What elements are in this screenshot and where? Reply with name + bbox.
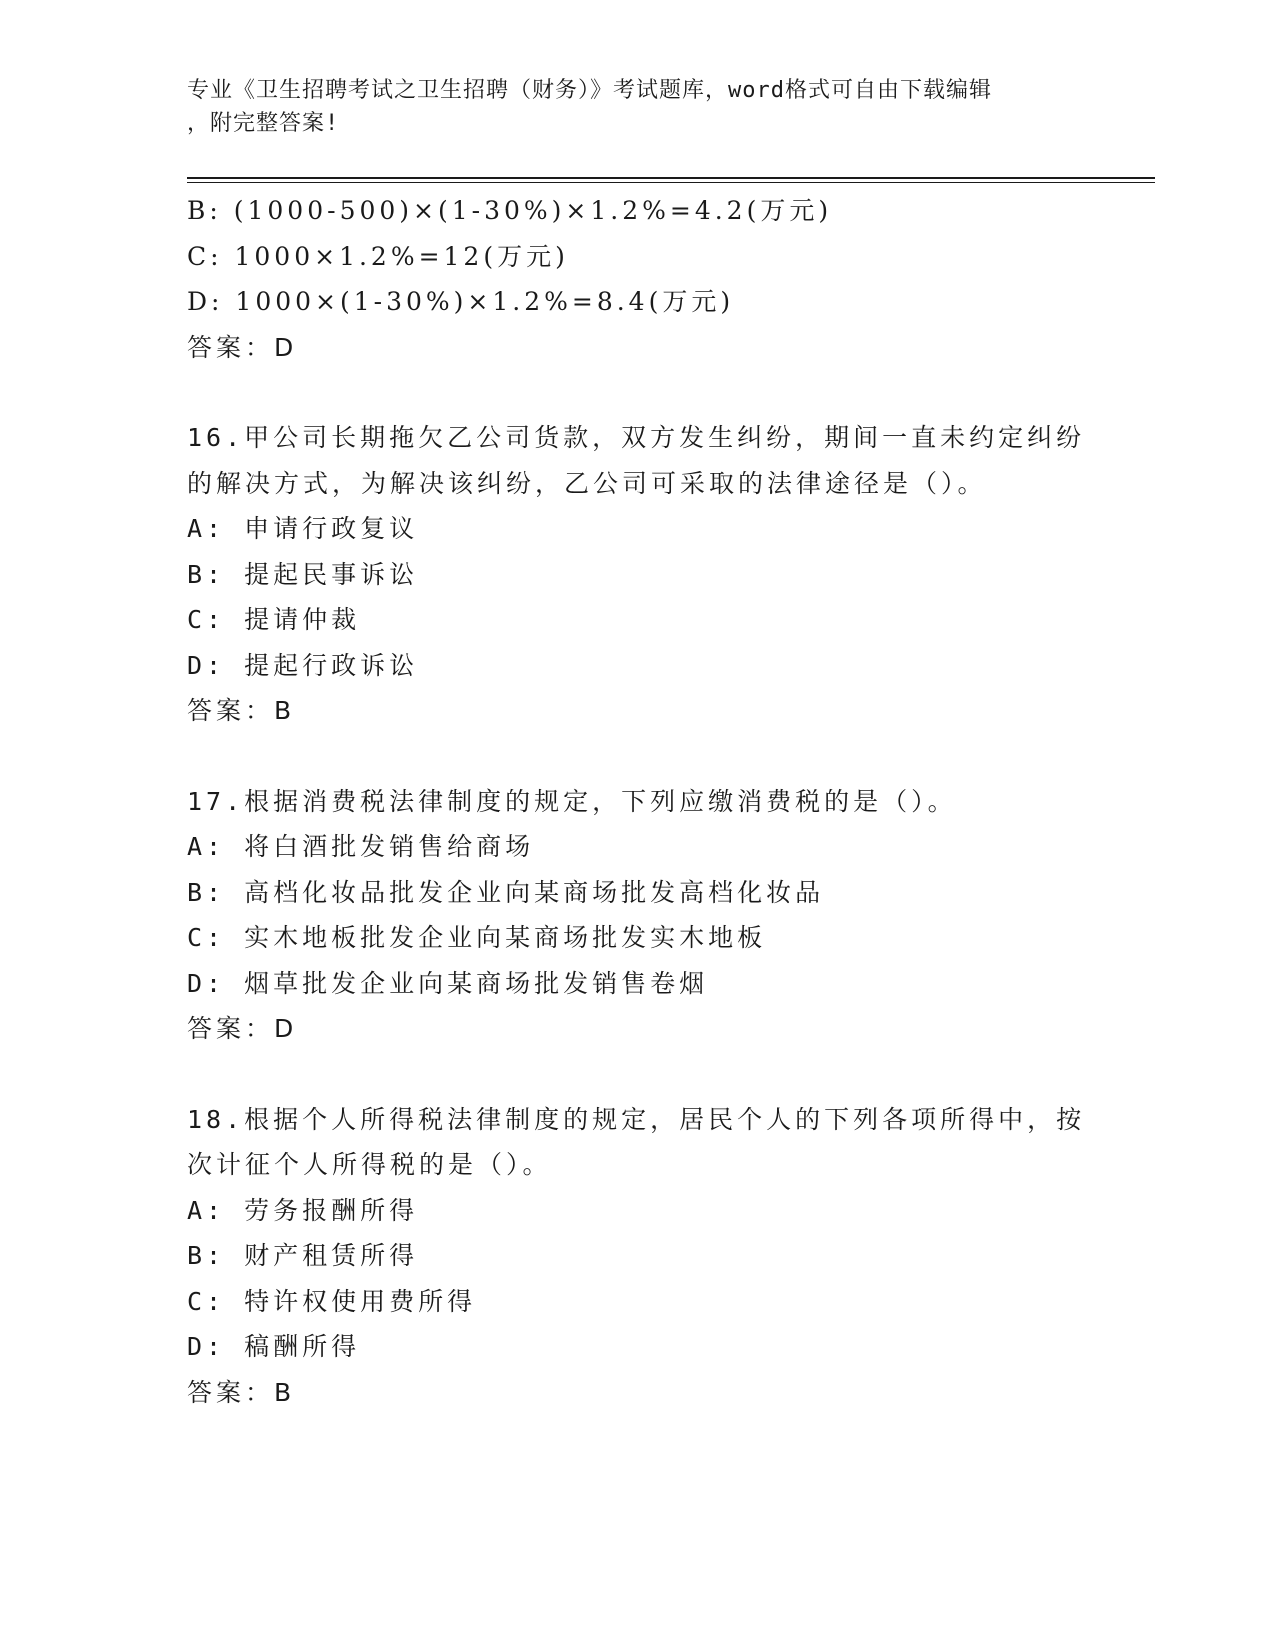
option-b: B: 高档化妆品批发企业向某商场批发高档化妆品 — [187, 877, 825, 907]
spacer — [187, 370, 1087, 415]
option-b: B: 提起民事诉讼 — [187, 559, 419, 589]
option-b: B: 财产租赁所得 — [187, 1241, 419, 1270]
header-line-1: 专业《卫生招聘考试之卫生招聘（财务）》考试题库，word格式可自由下载编辑 — [187, 78, 992, 103]
question-18 — [187, 1097, 1087, 1416]
question-stem-line-1: 17.根据消费税法律制度的规定，下列应缴消费税的是（）。 — [187, 786, 957, 816]
option-a: A: 将白酒批发销售给商场 — [187, 832, 535, 861]
option-c: C: 实木地板批发企业向某商场批发实木地板 — [187, 923, 767, 952]
answer-label: 答案：B — [187, 696, 296, 725]
document-header — [187, 74, 1087, 140]
spacer — [187, 734, 1087, 779]
document-body — [187, 188, 1087, 1415]
question-stem-line-2: 的解决方式，为解决该纠纷，乙公司可采取的法律途径是（）。 — [187, 468, 987, 498]
option-c: C: 特许权使用费所得 — [187, 1286, 477, 1316]
spacer — [187, 1052, 1087, 1097]
option-c: C: 提请仲裁 — [187, 605, 361, 634]
option-d: D: 稿酬所得 — [187, 1332, 361, 1361]
header-divider-thick — [187, 177, 1155, 179]
option-a: A: 申请行政复议 — [187, 514, 419, 543]
answer-label: 答案：D — [187, 1014, 298, 1043]
header-divider-thin — [187, 182, 1155, 183]
option-d: D: 烟草批发企业向某商场批发销售卷烟 — [187, 968, 709, 998]
option-d: D: 1000×(1-30%)×1.2%=8.4(万元) — [187, 287, 735, 316]
question-17 — [187, 779, 1087, 1052]
header-line-2: ，附完整答案! — [187, 111, 340, 136]
answer-label: 答案：B — [187, 1377, 296, 1407]
answer-label: 答案：D — [187, 332, 298, 362]
question-16 — [187, 415, 1087, 734]
option-c: C: 1000×1.2%=12(万元) — [187, 241, 569, 271]
option-d: D: 提起行政诉讼 — [187, 650, 419, 680]
option-b: B: (1000-500)×(1-30%)×1.2%=4.2(万元) — [187, 196, 833, 225]
option-a: A: 劳务报酬所得 — [187, 1195, 419, 1225]
question-stem-line-1: 18.根据个人所得税法律制度的规定，居民个人的下列各项所得中，按 — [187, 1104, 1086, 1134]
question-stem-line-2: 次计征个人所得税的是（）。 — [187, 1150, 552, 1179]
question-15-tail — [187, 188, 1087, 370]
question-stem-line-1: 16.甲公司长期拖欠乙公司货款，双方发生纠纷，期间一直未约定纠纷 — [187, 423, 1086, 452]
